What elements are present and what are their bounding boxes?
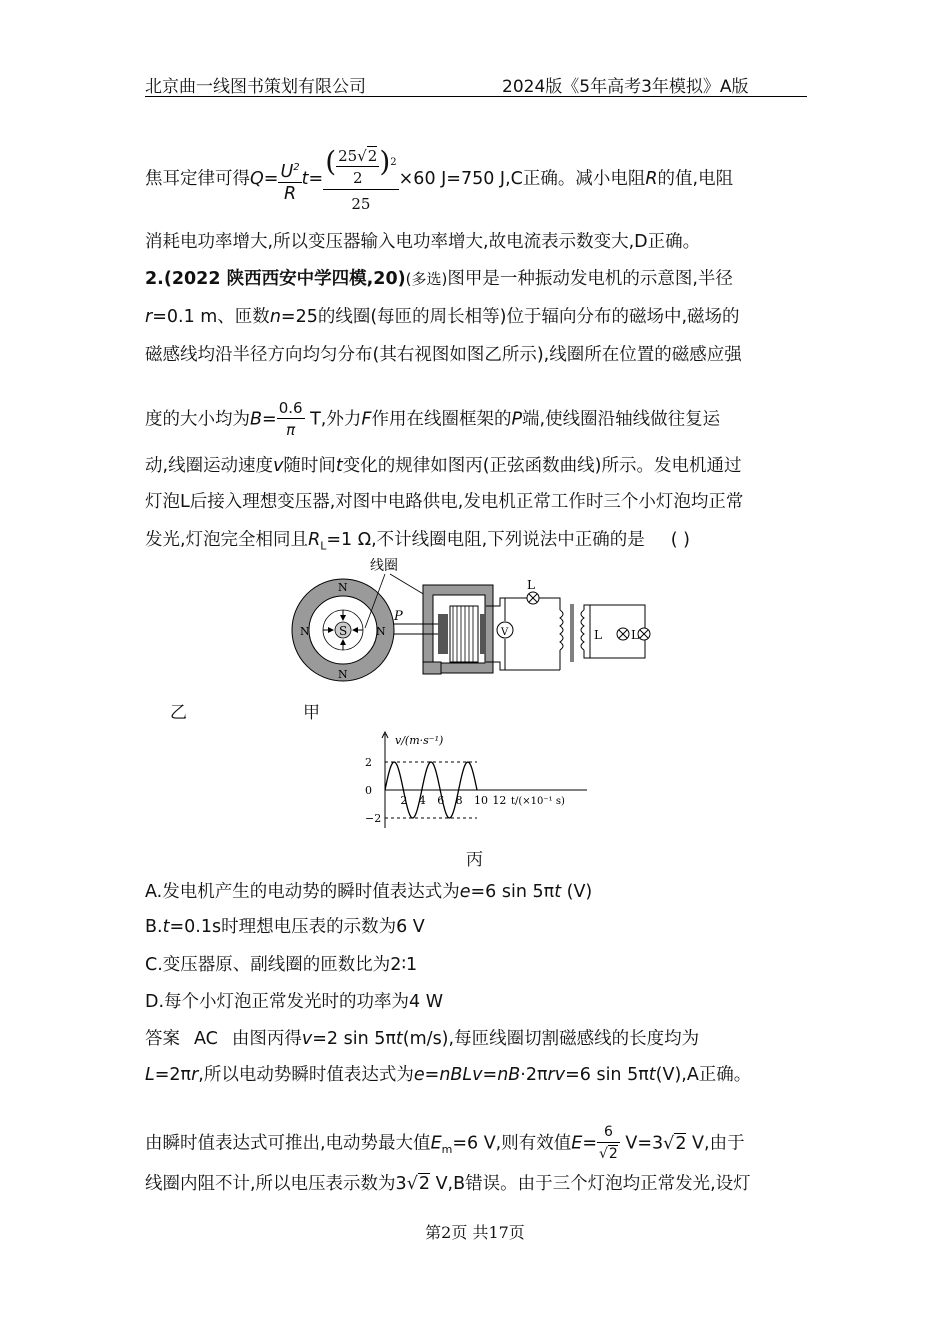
north-label-left: N: [300, 625, 310, 638]
y-tick-label: −2: [365, 812, 382, 825]
lamp-L3-label: L: [631, 628, 639, 642]
question-line6: 灯泡L后接入理想变压器,对图中电路供电,发电机正常工作时三个小灯泡均正常: [145, 492, 744, 512]
caption-yi: 乙: [170, 703, 187, 723]
option-C[interactable]: C.变压器原、副线圈的匝数比为2∶1: [145, 955, 418, 975]
velocity-chart: [355, 728, 595, 833]
question-line7: 发光,灯泡完全相同且$R_L=1$ Ω,不计线圈电阻,下列说法中正确的是 ( ): [145, 530, 690, 553]
para1-line2: 消耗电功率增大,所以变压器输入电功率增大,故电流表示数变大,D正确。: [145, 232, 701, 252]
answer-line1: 答案 AC 由图丙得v=2 sin 5πt(m/s),每匝线圈切割磁感线的长度均为: [145, 1029, 700, 1049]
lamp-L-label: L: [527, 578, 535, 592]
lamp-L2-label: L: [594, 628, 602, 642]
magnet-side-view: [292, 579, 394, 681]
caption-bing: 丙: [466, 850, 483, 870]
generator-figure: [290, 558, 660, 688]
option-B[interactable]: B.t=0.1s时理想电压表的示数为6 V: [145, 917, 425, 937]
header-rule: [145, 96, 807, 97]
x-tick-label: 2: [400, 794, 408, 807]
answer-line3: 由瞬时值表达式可推出,电动势最大值$E_m=6$ V,则有效值E= $\frac{6}{√2}$ V=3√2 V,由于: [145, 1124, 745, 1162]
option-D[interactable]: D.每个小灯泡正常发光时的功率为4 W: [145, 992, 444, 1012]
north-label-right: N: [376, 625, 386, 638]
p-end-label: P: [394, 609, 403, 624]
y-tick-label: 0: [365, 784, 372, 797]
generator-body: [394, 585, 493, 674]
x-tick-label: 12: [492, 794, 507, 807]
question-line3: 磁感线均沿半径方向均匀分布(其右视图如图乙所示),线圈所在位置的磁感应强: [145, 345, 742, 365]
question-line1: 2.(2022 陕西西安中学四模,20)(多选)图甲是一种振动发电机的示意图,半径: [145, 269, 733, 289]
x-axis-label: t/(×10⁻¹ s): [511, 796, 565, 807]
header-right: 2024版《5年高考3年模拟》A版: [502, 77, 749, 97]
question-line2: r=0.1 m、匝数n=25的线圈(每匝的周长相等)位于辐向分布的磁场中,磁场的: [145, 307, 740, 327]
x-tick-label: 10: [474, 794, 488, 807]
caption-jia: 甲: [303, 703, 320, 723]
header-left: 北京曲一线图书策划有限公司: [145, 77, 366, 97]
circuit: [486, 592, 650, 670]
coil-label: 线圈: [370, 558, 398, 574]
option-A[interactable]: A.发电机产生的电动势的瞬时值表达式为e=6 sin 5πt (V): [145, 882, 593, 902]
question-line5: 动,线圈运动速度v随时间t变化的规律如图丙(正弦函数曲线)所示。发电机通过: [145, 456, 742, 476]
south-pole-label: S: [339, 624, 348, 638]
voltmeter-label: V: [501, 627, 509, 638]
x-tick-label: 8: [455, 794, 463, 807]
y-tick-label: 2: [365, 756, 372, 769]
x-tick-label: 6: [437, 794, 445, 807]
question-line4: 度的大小均为B= $\frac{0.6}{\pi}$ T,外力F作用在线圈框架的P端,使线圈沿轴线做往复运: [145, 399, 721, 439]
fraction-u2-over-r: $\frac{U^2}{R}$: [278, 158, 301, 205]
answer-line4: 线圈内阻不计,所以电压表示数为3√2 V,B错误。由于三个灯泡均正常发光,设灯: [145, 1174, 751, 1194]
para1-line1: 焦耳定律可得Q= $\frac{U^2}{R}$ t= ( $\frac{25√2}{2}$ )$^2$ 25 ×60 J=750 J,C正确。减小电阻R的值,电阻: [145, 140, 733, 218]
north-label-top: N: [338, 581, 348, 594]
north-label-bottom: N: [338, 668, 348, 681]
fraction-big: ( $\frac{25√2}{2}$ )$^2$ 25: [323, 140, 398, 218]
page-footer: 第2页 共17页: [425, 1223, 525, 1242]
answer-line2: L=2πr,所以电动势瞬时值表达式为e=nBLv=nB·2πrv=6 sin 5πt(V),A正确。: [145, 1065, 752, 1085]
y-axis-label: v/(m·s⁻¹): [395, 734, 444, 747]
x-tick-label: 4: [418, 794, 426, 807]
